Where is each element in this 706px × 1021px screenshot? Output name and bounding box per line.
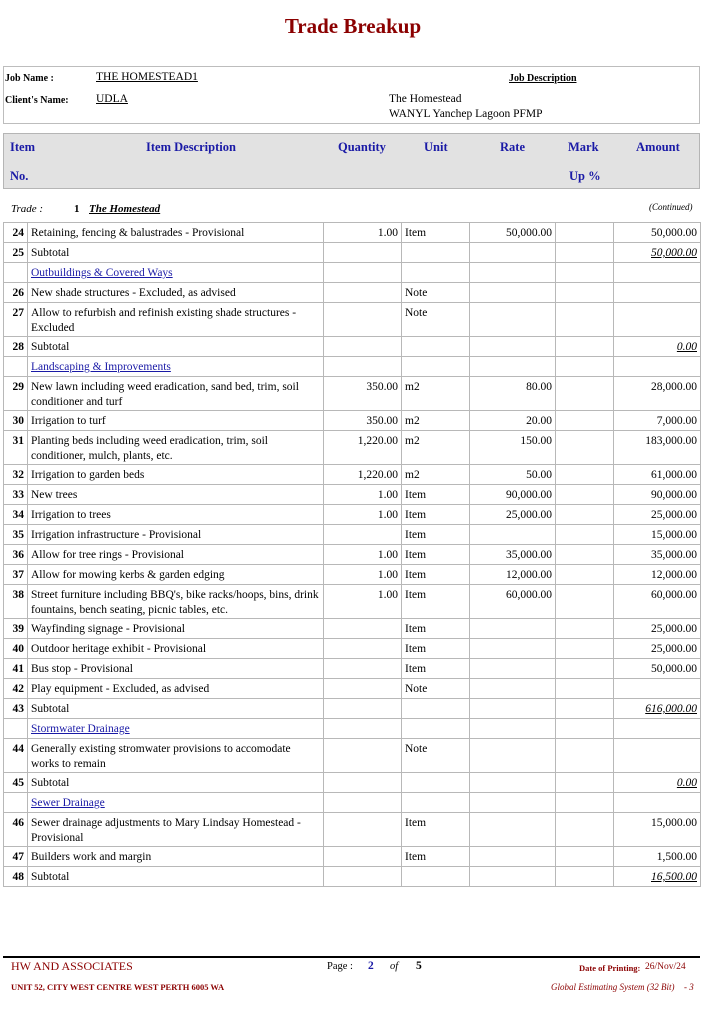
col-quantity: Quantity xyxy=(338,140,386,154)
row-markup xyxy=(556,337,614,357)
row-description: Subtotal xyxy=(28,867,324,887)
row-unit: Item xyxy=(402,813,470,847)
row-number: 38 xyxy=(4,585,28,619)
row-rate: 60,000.00 xyxy=(470,585,556,619)
row-quantity xyxy=(324,659,402,679)
section-heading-row xyxy=(4,719,701,739)
row-markup xyxy=(556,847,614,867)
row-number: 45 xyxy=(4,773,28,793)
row-unit: Item xyxy=(402,545,470,565)
row-quantity xyxy=(324,283,402,303)
col-item: Item xyxy=(10,140,35,154)
empty-cell xyxy=(556,263,614,283)
trade-number: 1 xyxy=(74,203,80,215)
table-row xyxy=(4,411,701,431)
row-description: Allow for mowing kerbs & garden edging xyxy=(28,565,324,585)
row-quantity xyxy=(324,619,402,639)
row-rate: 20.00 xyxy=(470,411,556,431)
row-description: Allow to refurbish and refinish existing shade structures - Excluded xyxy=(28,303,324,337)
empty-cell xyxy=(556,793,614,813)
row-description: Subtotal xyxy=(28,699,324,719)
row-unit: Item xyxy=(402,525,470,545)
row-description: Irrigation to garden beds xyxy=(28,465,324,485)
row-description: Planting beds including weed eradication, trim, soil conditioner, mulch, plants, etc. xyxy=(28,431,324,465)
row-unit xyxy=(402,337,470,357)
row-unit: Item xyxy=(402,847,470,867)
row-number: 25 xyxy=(4,243,28,263)
row-rate xyxy=(470,303,556,337)
table-header xyxy=(3,133,700,189)
row-description: New trees xyxy=(28,485,324,505)
row-markup xyxy=(556,619,614,639)
section-heading xyxy=(28,719,324,739)
subtotal-row xyxy=(4,243,701,263)
footer-page-number: 2 xyxy=(368,960,374,972)
row-description: Bus stop - Provisional xyxy=(28,659,324,679)
row-description: Play equipment - Excluded, as advised xyxy=(28,679,324,699)
trade-label: Trade : xyxy=(11,203,44,215)
row-number: 47 xyxy=(4,847,28,867)
section-heading-text: Landscaping & Improvements xyxy=(31,361,171,373)
row-amount: 25,000.00 xyxy=(614,505,701,525)
footer-system: Global Estimating System (32 Bit) xyxy=(551,982,675,992)
row-number xyxy=(4,263,28,283)
row-number: 43 xyxy=(4,699,28,719)
description-line-1: The Homestead xyxy=(389,93,462,105)
row-amount: 12,000.00 xyxy=(614,565,701,585)
row-markup xyxy=(556,431,614,465)
row-rate: 80.00 xyxy=(470,377,556,411)
table-row xyxy=(4,525,701,545)
row-amount: 28,000.00 xyxy=(614,377,701,411)
row-quantity xyxy=(324,773,402,793)
footer-date: 26/Nov/24 xyxy=(645,962,686,972)
row-unit: Item xyxy=(402,565,470,585)
row-quantity: 1.00 xyxy=(324,485,402,505)
row-quantity xyxy=(324,639,402,659)
row-number: 27 xyxy=(4,303,28,337)
trade-continued: (Continued) xyxy=(649,202,693,212)
row-number: 40 xyxy=(4,639,28,659)
footer-of-label: of xyxy=(390,961,399,972)
row-quantity xyxy=(324,813,402,847)
section-heading-text: Outbuildings & Covered Ways xyxy=(31,267,173,279)
row-amount: 0.00 xyxy=(614,337,701,357)
table-row xyxy=(4,659,701,679)
row-rate xyxy=(470,525,556,545)
row-quantity xyxy=(324,699,402,719)
empty-cell xyxy=(614,357,701,377)
row-description: Generally existing stromwater provisions to accomodate works to remain xyxy=(28,739,324,773)
row-quantity: 1,220.00 xyxy=(324,431,402,465)
row-number: 31 xyxy=(4,431,28,465)
row-description: New shade structures - Excluded, as advised xyxy=(28,283,324,303)
empty-cell xyxy=(614,263,701,283)
section-heading xyxy=(28,357,324,377)
row-unit: m2 xyxy=(402,465,470,485)
row-quantity: 1.00 xyxy=(324,585,402,619)
row-unit: Item xyxy=(402,619,470,639)
empty-cell xyxy=(470,719,556,739)
col-item-no: No. xyxy=(10,169,29,183)
row-description: Irrigation to turf xyxy=(28,411,324,431)
row-number xyxy=(4,719,28,739)
table-row xyxy=(4,545,701,565)
row-amount: 15,000.00 xyxy=(614,813,701,847)
table-row xyxy=(4,585,701,619)
row-description: Builders work and margin xyxy=(28,847,324,867)
row-amount: 25,000.00 xyxy=(614,639,701,659)
row-unit: Item xyxy=(402,639,470,659)
section-heading-row xyxy=(4,357,701,377)
row-rate xyxy=(470,679,556,699)
row-unit: Item xyxy=(402,485,470,505)
row-markup xyxy=(556,465,614,485)
row-description: Subtotal xyxy=(28,337,324,357)
row-quantity xyxy=(324,679,402,699)
subtotal-row xyxy=(4,867,701,887)
row-quantity xyxy=(324,525,402,545)
row-amount: 1,500.00 xyxy=(614,847,701,867)
table-row xyxy=(4,619,701,639)
row-quantity: 350.00 xyxy=(324,377,402,411)
subtotal-row xyxy=(4,773,701,793)
row-description: Outdoor heritage exhibit - Provisional xyxy=(28,639,324,659)
row-quantity xyxy=(324,337,402,357)
row-number: 42 xyxy=(4,679,28,699)
row-amount xyxy=(614,303,701,337)
empty-cell xyxy=(614,793,701,813)
row-markup xyxy=(556,505,614,525)
row-markup xyxy=(556,565,614,585)
footer-page-label: Page : xyxy=(327,961,353,972)
row-markup xyxy=(556,377,614,411)
row-unit xyxy=(402,243,470,263)
table-row xyxy=(4,431,701,465)
row-markup xyxy=(556,411,614,431)
col-description: Item Description xyxy=(146,140,236,154)
row-number: 32 xyxy=(4,465,28,485)
row-quantity: 1.00 xyxy=(324,565,402,585)
row-number: 35 xyxy=(4,525,28,545)
row-amount: 35,000.00 xyxy=(614,545,701,565)
row-rate xyxy=(470,619,556,639)
row-amount: 60,000.00 xyxy=(614,585,701,619)
items-table xyxy=(3,222,701,887)
footer-company: HW AND ASSOCIATES xyxy=(11,959,133,973)
row-description: Sewer drainage adjustments to Mary Lindsay Homestead - Provisional xyxy=(28,813,324,847)
job-name-value: THE HOMESTEAD1 xyxy=(96,71,198,83)
row-number: 41 xyxy=(4,659,28,679)
empty-cell xyxy=(402,357,470,377)
row-rate xyxy=(470,699,556,719)
row-description: Allow for tree rings - Provisional xyxy=(28,545,324,565)
footer-page-suffix: - 3 xyxy=(684,982,694,992)
row-rate xyxy=(470,739,556,773)
row-quantity: 1.00 xyxy=(324,505,402,525)
row-quantity xyxy=(324,303,402,337)
empty-cell xyxy=(324,357,402,377)
row-rate: 12,000.00 xyxy=(470,565,556,585)
table-row xyxy=(4,377,701,411)
row-amount: 50,000.00 xyxy=(614,659,701,679)
row-markup xyxy=(556,525,614,545)
row-description: Street furniture including BBQ's, bike racks/hoops, bins, drink fountains, bench seating, picnic tables, etc. xyxy=(28,585,324,619)
row-amount: 50,000.00 xyxy=(614,223,701,243)
row-number: 36 xyxy=(4,545,28,565)
row-quantity: 1,220.00 xyxy=(324,465,402,485)
row-markup xyxy=(556,639,614,659)
empty-cell xyxy=(470,793,556,813)
row-rate: 35,000.00 xyxy=(470,545,556,565)
row-markup xyxy=(556,773,614,793)
table-row xyxy=(4,283,701,303)
row-rate xyxy=(470,773,556,793)
row-markup xyxy=(556,585,614,619)
footer-date-label: Date of Printing: xyxy=(579,963,641,973)
row-number: 44 xyxy=(4,739,28,773)
row-unit: Item xyxy=(402,505,470,525)
client-name-value: UDLA xyxy=(96,93,128,105)
row-amount xyxy=(614,739,701,773)
row-description: Retaining, fencing & balustrades - Provisional xyxy=(28,223,324,243)
row-description: Subtotal xyxy=(28,243,324,263)
row-amount: 16,500.00 xyxy=(614,867,701,887)
page-title: Trade Breakup xyxy=(284,14,422,38)
row-amount: 61,000.00 xyxy=(614,465,701,485)
row-markup xyxy=(556,545,614,565)
row-rate xyxy=(470,847,556,867)
trade-line xyxy=(3,196,700,222)
section-heading xyxy=(28,793,324,813)
row-markup xyxy=(556,739,614,773)
row-number: 26 xyxy=(4,283,28,303)
footer-total-pages: 5 xyxy=(416,960,422,972)
row-quantity xyxy=(324,847,402,867)
table-row xyxy=(4,223,701,243)
empty-cell xyxy=(324,793,402,813)
section-heading-text: Sewer Drainage xyxy=(31,797,105,809)
row-amount: 7,000.00 xyxy=(614,411,701,431)
col-amount: Amount xyxy=(636,140,680,154)
row-quantity xyxy=(324,739,402,773)
row-description: Wayfinding signage - Provisional xyxy=(28,619,324,639)
row-rate xyxy=(470,283,556,303)
job-name-label: Job Name : xyxy=(5,73,54,84)
empty-cell xyxy=(556,357,614,377)
row-number xyxy=(4,793,28,813)
row-markup xyxy=(556,283,614,303)
row-unit: Note xyxy=(402,739,470,773)
empty-cell xyxy=(402,719,470,739)
empty-cell xyxy=(324,719,402,739)
row-markup xyxy=(556,699,614,719)
row-unit: Note xyxy=(402,679,470,699)
row-description: New lawn including weed eradication, sand bed, trim, soil conditioner and turf xyxy=(28,377,324,411)
row-rate xyxy=(470,659,556,679)
row-description: Irrigation to trees xyxy=(28,505,324,525)
col-unit: Unit xyxy=(424,140,448,154)
description-line-2: WANYL Yanchep Lagoon PFMP xyxy=(389,108,543,120)
row-rate xyxy=(470,639,556,659)
row-rate: 50.00 xyxy=(470,465,556,485)
row-unit xyxy=(402,773,470,793)
trade-name: The Homestead xyxy=(89,203,161,215)
footer-address: UNIT 52, CITY WEST CENTRE WEST PERTH 6005 WA xyxy=(11,982,225,992)
row-number: 48 xyxy=(4,867,28,887)
row-quantity xyxy=(324,867,402,887)
section-heading xyxy=(28,263,324,283)
row-number: 39 xyxy=(4,619,28,639)
client-name-label: Client's Name: xyxy=(5,95,69,106)
row-rate xyxy=(470,337,556,357)
row-rate: 25,000.00 xyxy=(470,505,556,525)
table-row xyxy=(4,847,701,867)
row-amount xyxy=(614,679,701,699)
row-number: 29 xyxy=(4,377,28,411)
row-unit: Item xyxy=(402,223,470,243)
row-number: 28 xyxy=(4,337,28,357)
table-row xyxy=(4,485,701,505)
col-rate: Rate xyxy=(500,140,525,154)
row-markup xyxy=(556,813,614,847)
row-number: 33 xyxy=(4,485,28,505)
section-heading-row xyxy=(4,263,701,283)
row-number: 46 xyxy=(4,813,28,847)
row-markup xyxy=(556,243,614,263)
empty-cell xyxy=(556,719,614,739)
empty-cell xyxy=(402,263,470,283)
table-row xyxy=(4,679,701,699)
row-amount xyxy=(614,283,701,303)
table-row xyxy=(4,739,701,773)
empty-cell xyxy=(470,263,556,283)
row-unit: Note xyxy=(402,283,470,303)
row-description: Irrigation infrastructure - Provisional xyxy=(28,525,324,545)
row-rate xyxy=(470,867,556,887)
row-unit: m2 xyxy=(402,431,470,465)
col-mark: Mark xyxy=(568,140,599,154)
row-unit: m2 xyxy=(402,411,470,431)
row-markup xyxy=(556,867,614,887)
row-unit xyxy=(402,699,470,719)
row-unit: m2 xyxy=(402,377,470,411)
row-rate xyxy=(470,813,556,847)
job-description-label: Job Description xyxy=(509,73,577,84)
row-unit xyxy=(402,867,470,887)
row-amount: 616,000.00 xyxy=(614,699,701,719)
row-markup xyxy=(556,679,614,699)
row-amount: 183,000.00 xyxy=(614,431,701,465)
row-amount: 0.00 xyxy=(614,773,701,793)
table-row xyxy=(4,639,701,659)
row-amount: 90,000.00 xyxy=(614,485,701,505)
row-amount: 25,000.00 xyxy=(614,619,701,639)
row-unit: Note xyxy=(402,303,470,337)
col-markup: Up % xyxy=(569,169,601,183)
table-row xyxy=(4,505,701,525)
subtotal-row xyxy=(4,337,701,357)
row-rate: 50,000.00 xyxy=(470,223,556,243)
row-markup xyxy=(556,223,614,243)
row-unit: Item xyxy=(402,659,470,679)
row-number: 34 xyxy=(4,505,28,525)
row-amount: 15,000.00 xyxy=(614,525,701,545)
subtotal-row xyxy=(4,699,701,719)
row-number: 24 xyxy=(4,223,28,243)
empty-cell xyxy=(324,263,402,283)
section-heading-row xyxy=(4,793,701,813)
row-unit: Item xyxy=(402,585,470,619)
row-markup xyxy=(556,485,614,505)
table-row xyxy=(4,465,701,485)
row-rate xyxy=(470,243,556,263)
job-info-box xyxy=(3,66,700,124)
row-markup xyxy=(556,659,614,679)
table-row xyxy=(4,813,701,847)
row-number: 30 xyxy=(4,411,28,431)
row-amount: 50,000.00 xyxy=(614,243,701,263)
row-number: 37 xyxy=(4,565,28,585)
empty-cell xyxy=(614,719,701,739)
table-row xyxy=(4,565,701,585)
section-heading-text: Stormwater Drainage xyxy=(31,723,130,735)
row-description: Subtotal xyxy=(28,773,324,793)
row-markup xyxy=(556,303,614,337)
row-rate: 150.00 xyxy=(470,431,556,465)
footer-divider xyxy=(3,956,700,958)
table-row xyxy=(4,303,701,337)
row-quantity: 1.00 xyxy=(324,223,402,243)
empty-cell xyxy=(470,357,556,377)
row-quantity xyxy=(324,243,402,263)
row-quantity: 1.00 xyxy=(324,545,402,565)
row-quantity: 350.00 xyxy=(324,411,402,431)
empty-cell xyxy=(402,793,470,813)
row-rate: 90,000.00 xyxy=(470,485,556,505)
row-number xyxy=(4,357,28,377)
